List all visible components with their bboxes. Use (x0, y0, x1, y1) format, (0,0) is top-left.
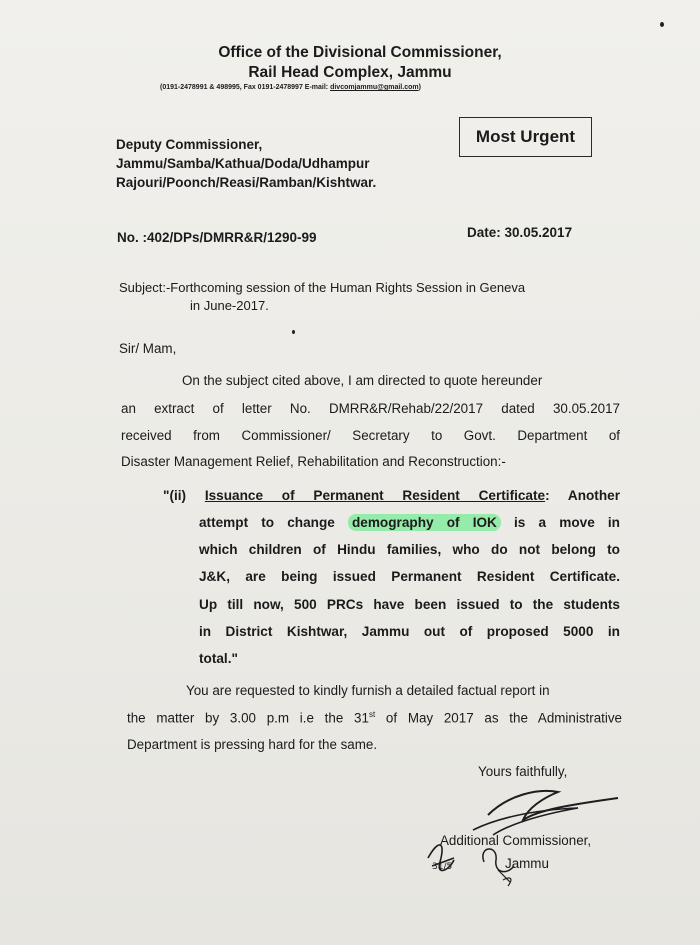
quote-heading: Issuance of Permanent Resident Certificate (204, 488, 546, 503)
subject-line-1: Subject:-Forthcoming session of the Human Rights Session in Geneva (119, 280, 526, 295)
letterhead-office: Office of the Divisional Commissioner, (218, 44, 502, 61)
quote-line-4: J&K, are being issued Permanent Resident Certificate. (199, 569, 620, 584)
letterhead-email: divcomjammu@gmail.com (330, 84, 419, 91)
para2-line-1: You are requested to kindly furnish a detailed factual report in (186, 683, 550, 698)
signature-initials-date: 31/5 (432, 862, 453, 872)
reference-number: No. :402/DPs/DMRR&R/1290-99 (117, 230, 317, 245)
most-urgent-stamp: Most Urgent (459, 117, 592, 157)
para1-line-1: On the subject cited above, I am directed to quote hereunder (182, 373, 543, 388)
quote-line-2: attempt to change demography of IOK is a move in (199, 515, 620, 530)
para1-line-2: an extract of letter No. DMRR&R/Rehab/22/2017 dated 30.05.2017 (121, 401, 620, 416)
para1-line-3: received from Commissioner/ Secretary to Govt. Department of (121, 428, 620, 443)
quote-line-3: which children of Hindu families, who do not belong to (199, 542, 620, 557)
para2-line-2: the matter by 3.00 p.m i.e the 31st of May 2017 as the Administrative (127, 710, 622, 726)
ink-dot (292, 330, 295, 334)
closing: Yours faithfully, (478, 764, 568, 779)
letterhead-address: Rail Head Complex, Jammu (248, 64, 452, 81)
para2-line-3: Department is pressing hard for the same. (127, 737, 378, 752)
addressee-line-3: Rajouri/Poonch/Reasi/Ramban/Kishtwar. (116, 175, 377, 190)
letterhead-contact: (0191-2478991 & 498995, Fax 0191-2478997 E-mail: divcomjammu@gmail.com) (160, 84, 421, 91)
ink-dot (660, 22, 664, 27)
para1-line-4: Disaster Management Relief, Rehabilitation and Reconstruction:- (121, 454, 506, 469)
quote-line-6: in District Kishtwar, Jammu out of proposed 5000 in (199, 624, 620, 639)
salutation: Sir/ Mam, (119, 341, 177, 356)
addressee-line-2: Jammu/Samba/Kathua/Doda/Udhampur (116, 156, 370, 171)
highlighted-phrase: demography of IOK (348, 514, 501, 531)
letter-date: Date: 30.05.2017 (467, 225, 573, 240)
signatory-place: Jammu (505, 856, 549, 871)
subject-line-2: in June-2017. (190, 298, 269, 313)
quote-line-5: Up till now, 500 PRCs have been issued to the students (199, 597, 620, 612)
addressee-line-1: Deputy Commissioner, (116, 137, 263, 152)
signatory-title: Additional Commissioner, (440, 833, 592, 848)
quote-line-1: "(ii) Issuance of Permanent Resident Certificate: Another (163, 488, 620, 503)
quote-line-7: total." (199, 651, 238, 666)
